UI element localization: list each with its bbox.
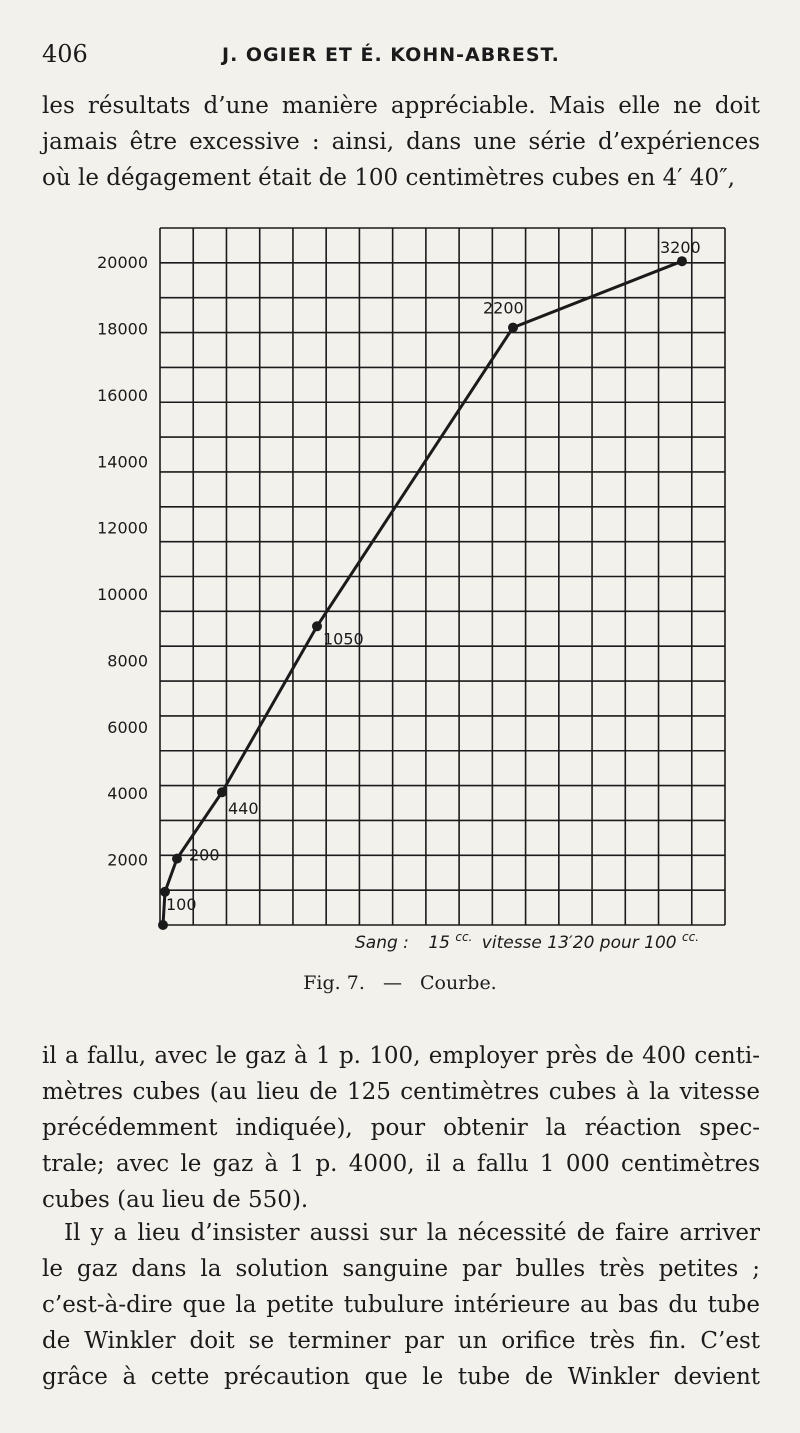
figure-number: Fig. 7. [303, 972, 365, 994]
page-header [42, 40, 762, 74]
chart-grid [160, 228, 725, 925]
point-label: 3200 [660, 238, 701, 258]
paragraph-next [42, 1215, 760, 1395]
text-line: c’est-à-dire que la petite tubulure intérieure au bas du tube [42, 1292, 760, 1318]
paragraph-bottom [42, 1038, 760, 1218]
text-line: grâce à cette précaution que le tube de Winkler devient [42, 1364, 760, 1390]
point-label: 2200 [483, 298, 524, 318]
text-line: le gaz dans la solution sanguine par bulles très petites ; [42, 1256, 760, 1282]
y-tick-label: 18000 [97, 319, 148, 339]
text-line: mètres cubes (au lieu de 125 centimètres cubes à la vitesse [42, 1079, 760, 1105]
text-line: de Winkler doit se terminer par un orifice très fin. C’est [42, 1328, 760, 1354]
point-label: 200 [189, 845, 220, 865]
point-label: 1050 [323, 629, 364, 649]
y-tick-label: 6000 [107, 717, 148, 737]
y-tick-label: 14000 [97, 452, 148, 472]
text-line: précédemment indiquée), pour obtenir la réaction spec- [42, 1115, 760, 1141]
figure-7-chart [0, 210, 800, 960]
text-line: trale; avec le gaz à 1 p. 4000, il a fallu 1 000 centimètres [42, 1151, 760, 1177]
annotation-volume: 15 [428, 933, 450, 953]
page-number: 406 [42, 40, 88, 68]
y-tick-label: 10000 [97, 585, 148, 605]
point-label: 440 [228, 799, 259, 819]
annotation-speed-unit: cc. [682, 930, 700, 944]
text-line: les résultats d’une manière appréciable. Mais elle ne doit [42, 93, 760, 119]
y-tick-label: 2000 [107, 850, 148, 870]
y-tick-label: 4000 [107, 784, 148, 804]
text-line: jamais être excessive : ainsi, dans une série d’expériences [42, 129, 760, 155]
figure-title: Courbe. [419, 972, 497, 994]
text-line: où le dégagement était de 100 centimètres cubes en 4′ 40″, [42, 165, 735, 191]
data-point [217, 787, 227, 797]
chart-annotation [355, 926, 699, 953]
text-line: Il y a lieu d’insister aussi sur la nécessité de faire arriver [64, 1220, 760, 1246]
y-tick-label: 12000 [97, 518, 148, 538]
figure-dash: — [382, 972, 402, 994]
chart-points [158, 256, 687, 930]
annotation-prefix: Sang : [355, 933, 409, 953]
series-line [163, 261, 682, 925]
data-point [158, 920, 168, 930]
figure-caption [0, 972, 800, 994]
data-point [677, 256, 687, 266]
y-tick-label: 8000 [107, 651, 148, 671]
data-point [508, 323, 518, 333]
data-point [172, 854, 182, 864]
annotation-volume-unit: cc. [455, 930, 473, 944]
point-label: 100 [166, 894, 197, 914]
annotation-speed: vitesse 13′20 pour 100 [481, 933, 677, 953]
y-axis-tick-labels [97, 253, 148, 869]
running-head: J. OGIER ET É. KOHN-ABREST. [222, 44, 560, 66]
chart-series-line [163, 261, 682, 925]
y-tick-label: 20000 [97, 253, 148, 273]
paragraph-top [42, 88, 760, 196]
data-point [312, 621, 322, 631]
y-tick-label: 16000 [97, 385, 148, 405]
text-line: il a fallu, avec le gaz à 1 p. 100, employer près de 400 centi- [42, 1043, 760, 1069]
text-line: cubes (au lieu de 550). [42, 1187, 309, 1213]
